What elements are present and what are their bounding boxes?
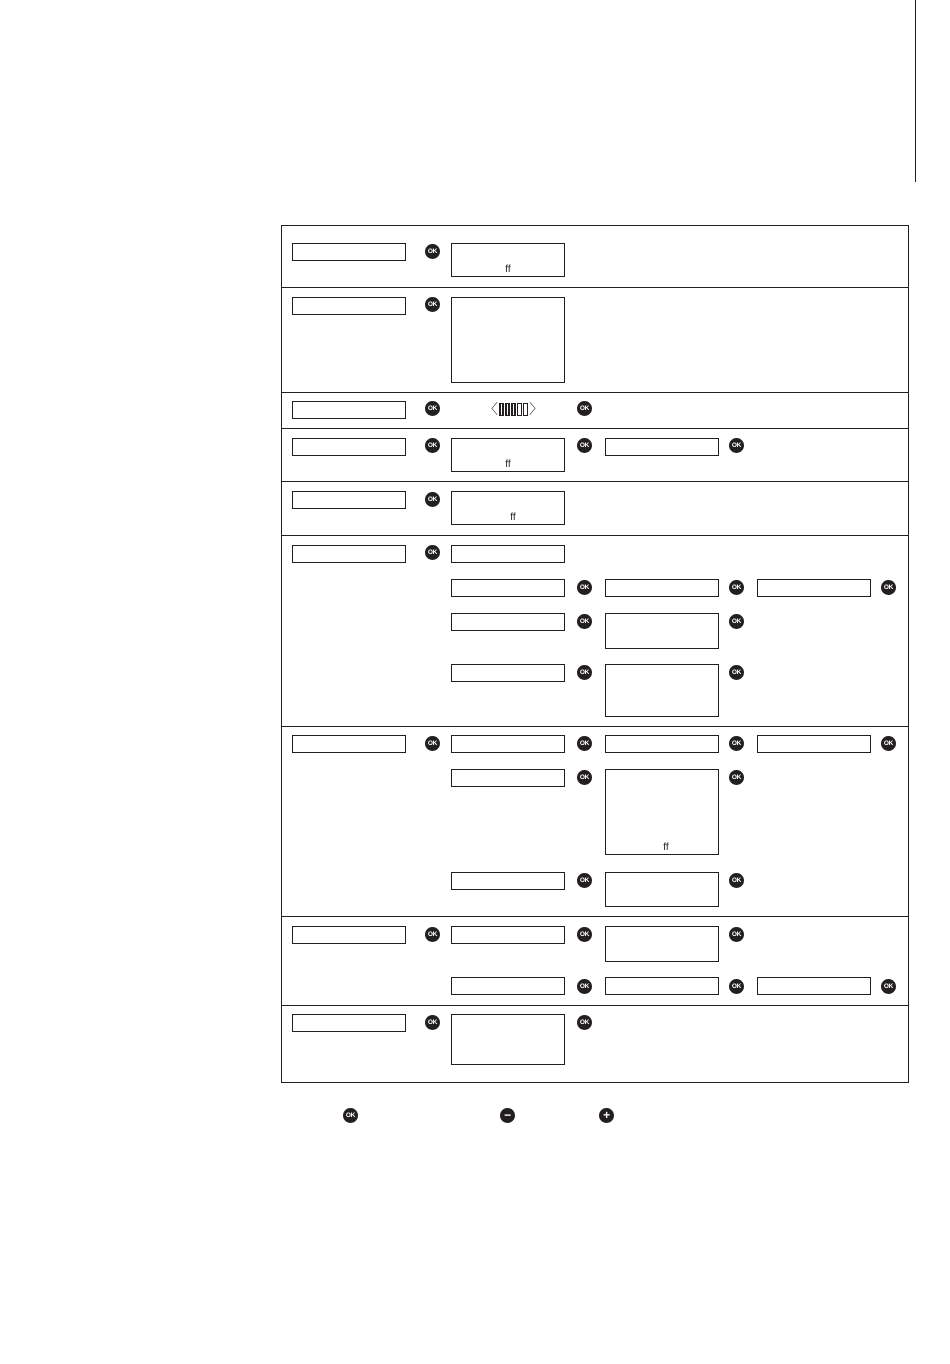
submenu-item[interactable] (451, 664, 565, 682)
ok-icon: OK (729, 979, 744, 994)
ok-icon: OK (425, 545, 440, 560)
ok-icon: OK (577, 927, 592, 942)
display-box (605, 769, 719, 855)
display-box (605, 872, 719, 907)
menu-item-2[interactable] (292, 297, 406, 315)
ok-icon: OK (729, 873, 744, 888)
display-value: ff (663, 842, 669, 853)
ok-icon: OK (425, 1015, 440, 1030)
submenu-item[interactable] (451, 735, 565, 753)
ok-icon: OK (577, 736, 592, 751)
display-box-1 (451, 243, 565, 277)
menu-item-5[interactable] (292, 491, 406, 509)
submenu-item[interactable] (605, 438, 719, 456)
row-divider (281, 535, 909, 536)
ok-icon: OK (881, 736, 896, 751)
ok-icon: OK (577, 401, 592, 416)
row-divider (281, 726, 909, 727)
row-divider (281, 481, 909, 482)
ok-icon: OK (729, 927, 744, 942)
ok-icon: OK (881, 580, 896, 595)
ok-icon: OK (425, 736, 440, 751)
submenu-item[interactable] (605, 735, 719, 753)
ok-icon: OK (729, 580, 744, 595)
submenu-item[interactable] (451, 926, 565, 944)
lcd-level-display (484, 401, 543, 417)
display-box-4 (451, 438, 565, 472)
submenu-item[interactable] (451, 545, 565, 563)
display-box-9 (451, 1014, 565, 1065)
ok-icon: OK (577, 614, 592, 629)
ok-icon: OK (577, 580, 592, 595)
menu-item-7[interactable] (292, 735, 406, 753)
display-value: ff (510, 512, 516, 523)
display-value: ff (505, 459, 511, 470)
display-box (605, 926, 719, 962)
row-divider (281, 428, 909, 429)
submenu-item[interactable] (757, 579, 871, 597)
ok-icon: OK (577, 979, 592, 994)
segment-filled-icon (499, 403, 504, 416)
segment-empty-icon (523, 403, 528, 416)
bracket-left-icon: 〈 (484, 401, 498, 417)
display-box-2 (451, 297, 565, 383)
row-divider (281, 287, 909, 288)
ok-icon: OK (425, 244, 440, 259)
display-value: ff (505, 264, 511, 275)
legend-plus-icon: + (599, 1108, 614, 1123)
bracket-right-icon: 〉 (529, 401, 543, 417)
ok-icon: OK (425, 438, 440, 453)
ok-icon: OK (425, 927, 440, 942)
margin-line (915, 0, 916, 182)
submenu-item[interactable] (605, 977, 719, 995)
menu-item-6[interactable] (292, 545, 406, 563)
row-divider (281, 1005, 909, 1006)
display-box (605, 613, 719, 649)
ok-icon: OK (425, 401, 440, 416)
row-divider (281, 916, 909, 917)
segment-empty-icon (517, 403, 522, 416)
display-box (605, 664, 719, 717)
ok-icon: OK (729, 736, 744, 751)
submenu-item[interactable] (451, 872, 565, 890)
ok-icon: OK (425, 297, 440, 312)
ok-icon: OK (881, 979, 896, 994)
submenu-item[interactable] (605, 579, 719, 597)
ok-icon: OK (729, 614, 744, 629)
ok-icon: OK (577, 1015, 592, 1030)
ok-icon: OK (577, 438, 592, 453)
display-box-5 (451, 491, 565, 525)
menu-item-3[interactable] (292, 401, 406, 419)
submenu-item[interactable] (451, 579, 565, 597)
submenu-item[interactable] (757, 977, 871, 995)
ok-icon: OK (577, 873, 592, 888)
ok-icon: OK (577, 770, 592, 785)
menu-item-9[interactable] (292, 1014, 406, 1032)
menu-table (281, 225, 909, 1083)
segment-filled-icon (511, 403, 516, 416)
ok-icon: OK (577, 665, 592, 680)
menu-item-4[interactable] (292, 438, 406, 456)
row-divider (281, 392, 909, 393)
ok-icon: OK (425, 492, 440, 507)
legend-ok-icon: OK (343, 1108, 358, 1123)
submenu-item[interactable] (451, 977, 565, 995)
menu-item-8[interactable] (292, 926, 406, 944)
segment-filled-icon (505, 403, 510, 416)
submenu-item[interactable] (451, 613, 565, 631)
submenu-item[interactable] (757, 735, 871, 753)
ok-icon: OK (729, 665, 744, 680)
ok-icon: OK (729, 438, 744, 453)
legend-minus-icon: − (500, 1108, 515, 1123)
menu-item-1[interactable] (292, 243, 406, 261)
submenu-item[interactable] (451, 769, 565, 787)
ok-icon: OK (729, 770, 744, 785)
